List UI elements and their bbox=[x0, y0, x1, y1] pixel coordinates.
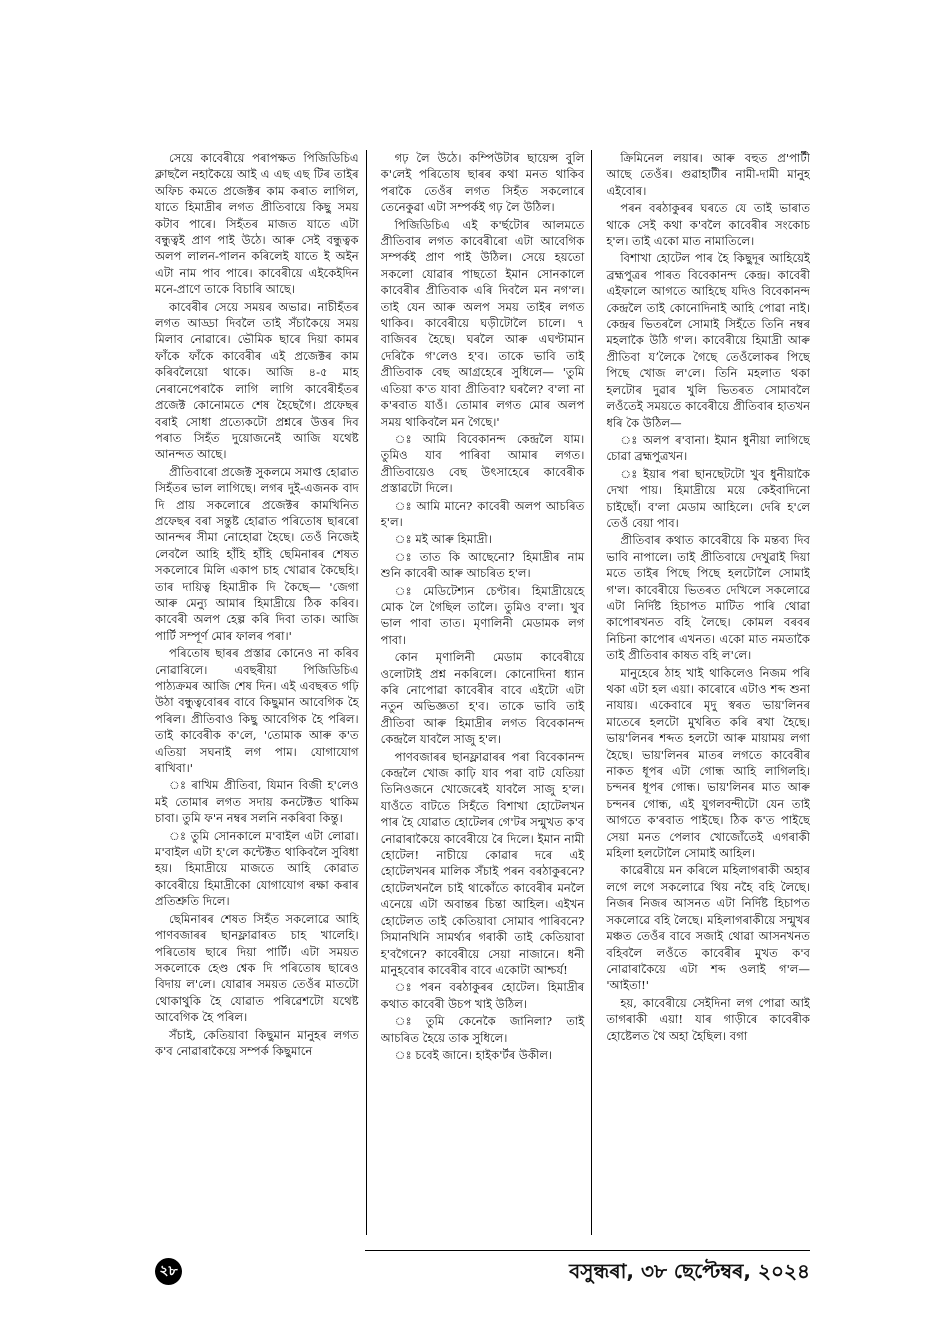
paragraph: গঢ় লৈ উঠে। কম্পিউটাৰ ছায়েন্স বুলি ক'লেই পৰিতোষ ছাৰৰ কথা মনত থাকিব পৰাকৈ তেওঁৰ লগত সিহঁত সকলোৰে তেনেকুৱা এটা সম্পৰ্কই গঢ় লৈ উঠিল। bbox=[380, 151, 585, 215]
paragraph: পাণবজাৰৰ ছানফ্লাৱাৰৰ পৰা বিবেকানন্দ কেন্দ্ৰলৈ খোজ কাঢ়ি যাব পৰা বাট যেতিয়া তিনিওজনে খোজেৰেই যাবলৈ সাজু হ'ল। যাওঁতে বাটতে সিহঁতে বিশাখা হোটেলখন পাৰ হৈ যোৱাত হোটেলৰ গে'টৰ সন্মুখত ক'ব নোৱাৰাকৈয়ে কাবেৰীয়ে ৰৈ দিলে। ইমান নামী হোটেল! নাচীয়ে কোৱাৰ দৰে এই হোটেলখনৰ মালিক সঁচাই পৰন বৰঠাকুৰনে? হোটেলখনলৈ চাই থাকোঁতে কাবেৰীৰ মনলৈ এনেয়ে এটা অবান্তৰ চিন্তা আহিল। এইখন হোটেলত তাই কেতিয়াবা সোমাব পাৰিবনে? সিমানখিনি সামৰ্থ্যৰ গৰাকী তাই কেতিয়াবা হ'বগৈনে? কাবেৰীয়ে সেয়া নাজানে। ধনী মানুহবোৰ কাবেৰীৰ বাবে একোটা আশ্চৰ্য! bbox=[380, 749, 585, 977]
paragraph: ঃ চবেই জানে। হাইক'ৰ্টৰ উকীল। bbox=[394, 1047, 553, 1062]
paragraph: ঃ মই আৰু হিমাদ্ৰী। bbox=[394, 532, 492, 547]
paragraph: ঃ ইয়াৰ পৰা ছানছেটটো খুব ধুনীয়াকৈ দেখা পায়। হিমাদ্ৰীয়ে ময়ে কেইবাদিনো চাইছোঁ। ব'লা মেডাম আহিলে। দেৰি হ'লে তেওঁ বেয়া পাব। bbox=[606, 466, 811, 530]
paragraph: পৰিতোষ ছাৰৰ প্ৰস্তাৱ কোনেও না কৰিব নোৱাৰিলে। এবছৰীয়া পিজিডিচিএ পাঠ্যক্ৰমৰ আজি শেষ দিন। এই এবছৰত গঢ়ি উঠা বন্ধুত্ববোৰৰ বাবে কিছুমান আবেগিক হৈ পৰিল। প্ৰীতিবাও কিছু আবেগিক হৈ পৰিল। তাই কাবেৰীক ক'লে, 'তোমাক আৰু ক'ত এতিয়া সঘনাই লগ পাম। যোগাযোগ ৰাখিবা।' bbox=[155, 646, 359, 776]
paragraph: প্ৰীতিবাৰ কথাত কাবেৰীয়ে কি মন্তব্য দিব ভাবি নাপালে। তাই প্ৰীতিবায়ে দেখুৱাই দিয়া মতে তাইৰ পিছে পিছে হলটোলৈ সোমাই গ'ল। কাবেৰীয়ে ভিতৰত দেখিলে সকলোৱে এটা নিৰ্দিষ্ট হিচাপত মাটিত পাৰি থোৱা কাপোৰখনত বহি লৈছে। কোমল বৰবৰ নিচিনা কাপোৰ এখনত। একো মাত নমতাকৈ তাই প্ৰীতিবাৰ কাষত বহি ল'লে। bbox=[606, 533, 811, 663]
paragraph: মানুহেৰে ঠাহ খাই থাকিলেও নিজম পৰি থকা এটা হল এয়া। কাৰোৰে এটাও শব্দ শুনা নাযায়। একেবাৰে মৃদু স্বৰত ভায়'লিনৰ মাতেৰে হলটো মুখৰিত কৰি ৰখা হৈছে। ভায়'লিনৰ শব্দত হলটো আৰু মায়াময় লগা হৈছে। ভায়'লিনৰ মাতৰ লগতে কাবেৰীৰ নাকত ধূপৰ এটা গোন্ধ আহি লাগিলহি। চন্দনৰ ধূপৰ গোন্ধ। ভায়'লিনৰ মাত আৰু চন্দনৰ গোন্ধ, এই যুগলবন্দীটো যেন তাই আগতে ক'ৰবাত পাইছে। ঠিক ক'ত পাইছে সেয়া মনত পেলাব খোজোঁতেই এগৰাকী মহিলা হলটোলৈ সোমাই আহিল। bbox=[606, 665, 811, 861]
paragraph: পৰন বৰঠাকুৰৰ ঘৰতে যে তাই ভাৰাত থাকে সেই কথা ক'বলৈ কাবেৰীৰ সংকোচ হ'ল। তাই একো মাত নামাতিলে। bbox=[606, 201, 811, 249]
paragraph: ঃ আমি বিবেকানন্দ কেন্দ্ৰলৈ যাম। তুমিও যাব পাৰিবা আমাৰ লগত। প্ৰীতিবায়েও বেছ উৎসাহেৰে কাবেৰীক প্ৰস্তাৱটো দিলে। bbox=[380, 431, 585, 496]
footer-rule bbox=[365, 1250, 810, 1251]
paragraph: ছেমিনাৰৰ শেষত সিহঁত সকলোৱে আহি পাণবজাৰৰ ছানফ্লাৱাৰত চাহ খালেহি। পৰিতোষ ছাৰে দিয়া পাৰ্টি। এটা সময়ত সকলোকে হেণ্ড শ্বেক দি পৰিতোষ ছাৰেও বিদায় ল'লে। যোৱাৰ সময়ত তেওঁৰ মাতটো থোকাথুকি হৈ যোৱাত পৰিৱেশটো যথেষ্ট আবেগিক হৈ পৰিল। bbox=[155, 911, 359, 1025]
paragraph: সঁচাই, কেতিয়াবা কিছুমান মানুহৰ লগত ক'ব নোৱাৰাকৈয়ে সম্পৰ্ক কিছুমানে bbox=[155, 1027, 359, 1058]
text-column-2 bbox=[381, 150, 593, 1235]
paragraph: ঃ তুমি সোনকালে ম'বাইল এটা লোৱা। ম'বাইল এটা হ'লে কন্টেক্টত থাকিবলৈ সুবিধা হয়। হিমাদ্ৰীয়ে মাজতে আহি কোৱাত কাবেৰীয়ে হিমাদ্ৰীকো যোগাযোগ ৰক্ষা কৰাৰ প্ৰতিশ্ৰুতি দিলে। bbox=[155, 828, 359, 909]
article-body bbox=[155, 150, 810, 1235]
paragraph: ঃ অলপ ৰ'বানা। ইমান ধুনীয়া লাগিছে চোৱা ব্ৰহ্মপুত্ৰখন। bbox=[606, 432, 811, 464]
paragraph: ঃ তুমি কেনেকৈ জানিলা? তাই আচৰিত হৈয়ে তাক সুধিলে। bbox=[380, 1014, 585, 1045]
page-footer bbox=[155, 1250, 810, 1290]
paragraph: ক্ৰিমিনেল লয়াৰ। আৰু বহুত প্ৰ'পাৰ্টী আছে তেওঁৰ। গুৱাহাটীৰ নামী-দামী মানুহ এইবোৰ। bbox=[606, 151, 811, 198]
paragraph: ঃ আমি মানে? কাবেৰী অলপ আচৰিত হ'ল। bbox=[380, 498, 585, 529]
paragraph: পিজিডিচিএ এই ক'ৰ্ছটোৰ আলমতে প্ৰীতিবাৰ লগত কাবেৰীৰো এটা আবেগিক সম্পৰ্কই প্ৰাণ পাই উঠিল। সেয়ে হয়তো সকলো যোৱাৰ পাছতো ইমান সোনকালে কাবেৰীৰ প্ৰীতিবাক এৰি দিবলৈ মন নগ'ল। তাই যেন আৰু অলপ সময় তাইৰ লগত থাকিব। কাবেৰীয়ে ঘড়ীটোলৈ চালে। ৭ বাজিবৰ হৈছে। ঘৰলৈ আৰু এঘণ্টামান দেৰিকৈ গ'লেও হ'ব। তাকে ভাবি তাই প্ৰীতিবাক বেছ আগ্ৰহেৰে সুধিলে— 'তুমি এতিয়া ক'ত যাবা প্ৰীতিবা? ঘৰলৈ? ব'লা না ক'ৰবাত যাওঁ। তোমাৰ লগত মোৰ অলপ সময় থাকিবলৈ মন গৈছে।' bbox=[380, 217, 585, 429]
issue-line: বসুন্ধৰা, ৩৮ ছেপ্টেম্বৰ, ২০২৪ bbox=[569, 1259, 810, 1283]
paragraph: ঃ মেডিটেশ্যন চেণ্টাৰ। হিমাদ্ৰীয়েহে মোক লৈ গৈছিল তালৈ। তুমিও ব'লা। খুব ভাল পাবা তাত। মৃণালিনী মেডামক লগ পাবা। bbox=[380, 583, 585, 647]
paragraph: ঃ তাত কি আছেনো? হিমাদ্ৰীৰ নাম শুনি কাবেৰী আৰু আচৰিত হ'ল। bbox=[380, 549, 585, 581]
paragraph: প্ৰীতিবাৰো প্ৰজেক্ট সুকলমে সমাপ্ত হোৱাত সিহঁতৰ ভাল লাগিছে। লগৰ দুই-এজনক বাদ দি প্ৰায় সকলোৰে প্ৰজেক্টৰ কামখিনিত প্ৰফেছৰ বৰা সন্তুষ্ট হোৱাত পৰিতোষ ছাৰৰো আনন্দৰ সীমা নোহোৱা হৈছে। তেওঁ নিজেই লেবলৈ আহি হাঁহি হাঁহি ছেমিনাৰৰ শেষত সকলোৰে মিলি একাপ চাহ খোৱাৰ কৈছেহি। তাৰ দায়িত্ব হিমাদ্ৰীক দি কৈছে— 'জেগা আৰু মেন্যু আমাৰ হিমাদ্ৰীয়ে ঠিক কৰিব। কাবেৰী অলপ হেল্প কৰি দিবা তাক। আজি পাৰ্টি সম্পূৰ্ণ মোৰ ফালৰ পৰা।' bbox=[155, 464, 359, 643]
paragraph: হয়, কাবেৰীয়ে সেইদিনা লগ পোৱা আই তাগৰাকী এয়া! যাৰ গাড়ীৰে কাবেৰীক হোষ্টেলত থৈ অহা হৈছিল। বগা bbox=[606, 995, 811, 1043]
paragraph: ঃ ৰাখিম প্ৰীতিবা, যিমান বিজী হ'লেও মই তোমাৰ লগত সদায় কনটেক্টত থাকিম চাবা। তুমি ফ'ন নম্বৰ সলনি নকৰিবা কিন্তু। bbox=[155, 778, 359, 826]
paragraph: বিশাখা হোটেল পাৰ হৈ কিছুদূৰ আহিয়েই ব্ৰহ্মপুত্ৰৰ পাৰত বিবেকানন্দ কেন্দ্ৰ। কাবেৰী এইফালে আগতে আহিছে যদিও বিবেকানন্দ কেন্দ্ৰলৈ তাই কোনোদিনাই আহি পোৱা নাই। কেন্দ্ৰৰ ভিতৰলৈ সোমাই সিহঁতে তিনি নম্বৰ মহলাকৈ উঠি গ'ল। কাবেৰীয়ে হিমাদ্ৰী আৰু প্ৰীতিবা যʼলৈকে গৈছে তেওঁলোকৰ পিছে পিছে খোজ ল'লে। তিনি মহলাত থকা হলটোৰ দুৱাৰ খুলি ভিতৰত সোমাবলৈ লওঁতেই সময়তে কাবেৰীয়ে প্ৰীতিবাৰ হাতখন ধৰি কৈ উঠিল— bbox=[606, 251, 811, 430]
text-column-3 bbox=[606, 150, 810, 1235]
page-number: ২৮ bbox=[155, 1258, 182, 1285]
paragraph: কাবেৰীৰ সেয়ে সময়ৰ অভাৱ। নাচীহঁতৰ লগত আড্ডা দিবলৈ তাই সঁচাকৈয়ে সময় মিলাব নোৱাৰে। ভৌমিক ছাৰে দিয়া কামৰ ফাঁকে ফাঁকে কাবেৰীৰ এই প্ৰজেক্টৰ কাম কৰিবলৈয়ো থাকে। আজি ৪-৫ মাহ নেৰানেপেৰাকৈ লাগি লাগি কাবেৰীহঁতৰ প্ৰজেক্ট কোনোমতে শেষ হৈছেগৈ। প্ৰফেছৰ বৰাই সোধা প্ৰত্যেকটো প্ৰশ্নৰে উত্তৰ দিব পৰাত সিহঁত দুয়োজনেই আজি যথেষ্ট আনন্দত আছে। bbox=[155, 299, 359, 462]
paragraph: কাৱেৰীয়ে মন কৰিলে মহিলাগৰাকী অহাৰ লগে লগে সকলোৱে থিয় নহৈ বহি লৈছে। নিজৰ নিজৰ আসনত এটা নিৰ্দিষ্ট হিচাপত সকলোৱে বহি লৈছে। মহিলাগৰাকীয়ে সন্মুখৰ মঞ্চত তেওঁৰ বাবে সজাই থোৱা আসনখনত বহিবলৈ লওঁতে কাবেৰীৰ মুখত ক'ব নোৱাৰাকৈয়ে এটা শব্দ ওলাই গ'ল— 'আইতা!' bbox=[606, 863, 811, 993]
text-column-1 bbox=[155, 150, 367, 1235]
paragraph: সেয়ে কাবেৰীয়ে পৰাপক্ষত পিজিডিচিএ ক্লাছলৈ নহাকৈয়ে আই এ এছ এছ টিৰ তাইৰ অফিচ কমতে প্ৰজেক্টৰ কাম কৰাত লাগিল, যাতে হিমাদ্ৰীৰ লগত প্ৰীতিবায়ে কিছু সময় কটাব পাৰে। সিহঁতৰ মাজত যাতে এটা বন্ধুত্বই প্ৰাণ পাই উঠে। আৰু সেই বন্ধুত্বক অলপ লালন-পালন কৰিলেই যাতে ই অইন এটা নাম পাব পাৰে। কাবেৰীয়ে এইকেইদিন মনে-প্ৰাণে তাকে বিচাৰি আছে। bbox=[155, 151, 359, 297]
paragraph: কোন মৃণালিনী মেডাম কাবেৰীয়ে ওলোটাই প্ৰশ্ন নকৰিলে। কোনোদিনা ধ্যান কৰি নোপোৱা কাবেৰীৰ বাবে এইটো এটা নতুন অভিজ্ঞতা হ'ব। তাকে ভাবি তাই প্ৰীতিবা আৰু হিমাদ্ৰীৰ লগত বিবেকানন্দ কেন্দ্ৰলৈ যাবলৈ সাজু হ'ল। bbox=[380, 650, 585, 747]
paragraph: ঃ পৰন বৰঠাকুৰৰ হোটেল। হিমাদ্ৰীৰ কথাত কাবেৰী উচপ খাই উঠিল। bbox=[380, 980, 585, 1011]
